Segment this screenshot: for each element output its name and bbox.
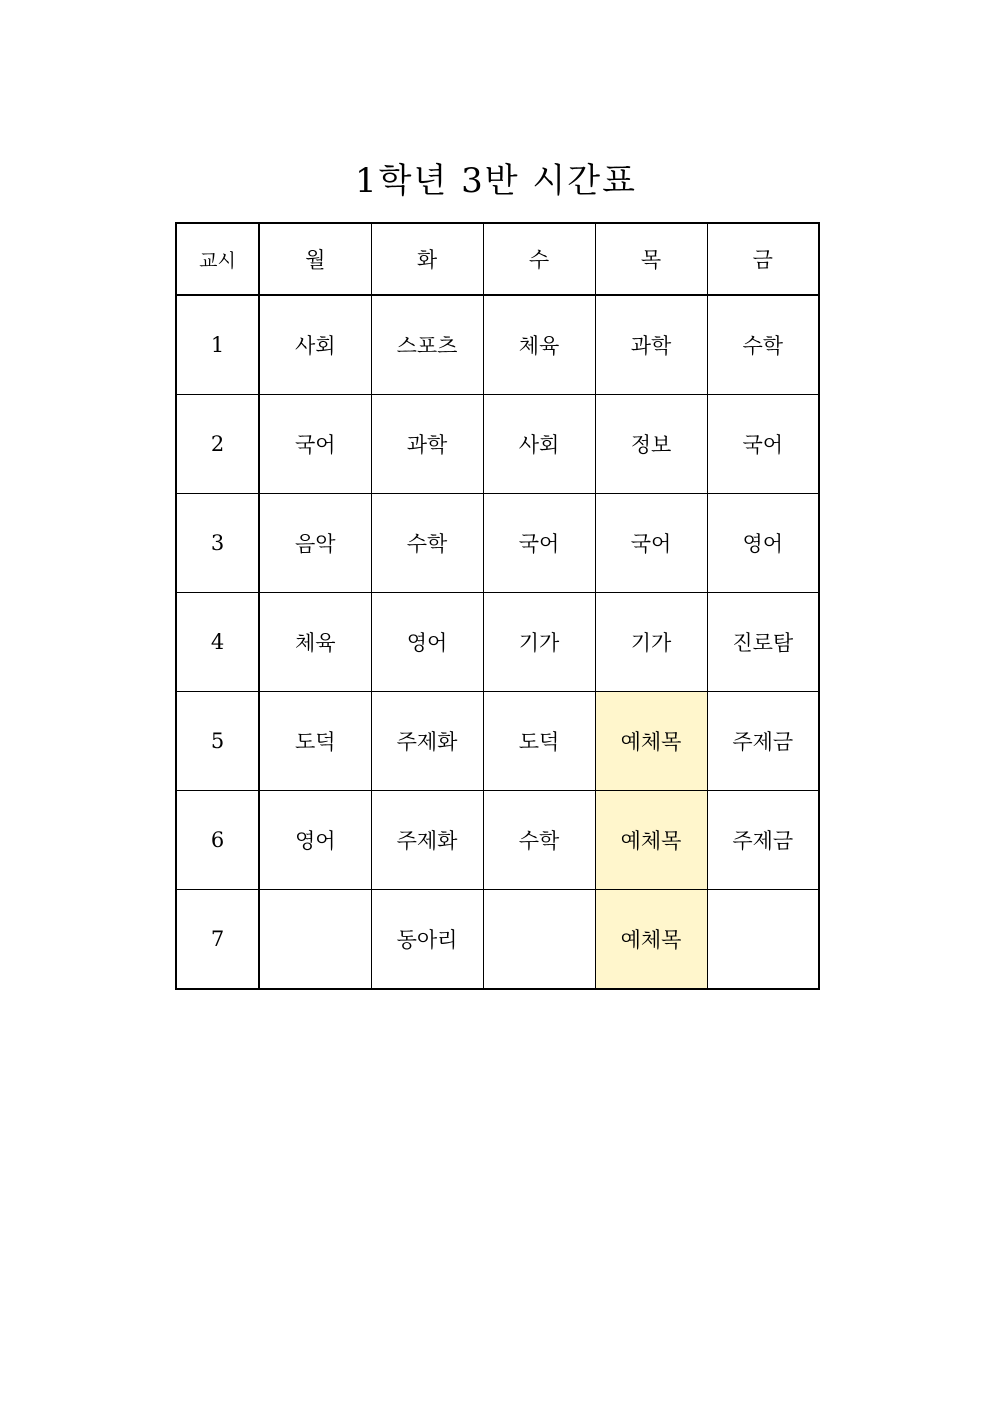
header-day-thu: 목 [595, 223, 707, 295]
subject-cell: 수학 [371, 494, 483, 593]
period-cell: 1 [176, 295, 259, 395]
subject-cell: 주제금 [707, 791, 819, 890]
header-day-mon: 월 [259, 223, 371, 295]
subject-cell [483, 890, 595, 990]
subject-cell: 체육 [483, 295, 595, 395]
header-period: 교시 [176, 223, 259, 295]
table-row [176, 692, 819, 791]
subject-cell [259, 890, 371, 990]
subject-cell: 국어 [483, 494, 595, 593]
table-row [176, 295, 819, 395]
subject-cell: 기가 [595, 593, 707, 692]
subject-cell: 도덕 [259, 692, 371, 791]
subject-cell: 과학 [595, 295, 707, 395]
subject-cell [707, 890, 819, 990]
subject-cell: 스포츠 [371, 295, 483, 395]
header-row [176, 223, 819, 295]
subject-cell: 정보 [595, 395, 707, 494]
header-day-tue: 화 [371, 223, 483, 295]
table-row [176, 593, 819, 692]
period-cell: 3 [176, 494, 259, 593]
period-cell: 6 [176, 791, 259, 890]
subject-cell: 주제화 [371, 692, 483, 791]
timetable [175, 222, 820, 990]
subject-cell: 과학 [371, 395, 483, 494]
table-row [176, 791, 819, 890]
subject-cell: 사회 [259, 295, 371, 395]
table-row [176, 494, 819, 593]
period-cell: 5 [176, 692, 259, 791]
period-cell: 2 [176, 395, 259, 494]
subject-cell: 예체목 [595, 692, 707, 791]
period-cell: 7 [176, 890, 259, 990]
subject-cell: 영어 [371, 593, 483, 692]
subject-cell: 체육 [259, 593, 371, 692]
table-row [176, 395, 819, 494]
header-day-fri: 금 [707, 223, 819, 295]
subject-cell: 음악 [259, 494, 371, 593]
subject-cell: 영어 [259, 791, 371, 890]
subject-cell: 예체목 [595, 791, 707, 890]
subject-cell: 국어 [707, 395, 819, 494]
subject-cell: 영어 [707, 494, 819, 593]
subject-cell: 예체목 [595, 890, 707, 990]
subject-cell: 주제금 [707, 692, 819, 791]
subject-cell: 국어 [595, 494, 707, 593]
subject-cell: 사회 [483, 395, 595, 494]
subject-cell: 동아리 [371, 890, 483, 990]
subject-cell: 수학 [483, 791, 595, 890]
subject-cell: 도덕 [483, 692, 595, 791]
subject-cell: 주제화 [371, 791, 483, 890]
subject-cell: 기가 [483, 593, 595, 692]
subject-cell: 진로탐 [707, 593, 819, 692]
page-title: 1학년 3반 시간표 [355, 161, 637, 201]
subject-cell: 국어 [259, 395, 371, 494]
subject-cell: 수학 [707, 295, 819, 395]
period-cell: 4 [176, 593, 259, 692]
header-day-wed: 수 [483, 223, 595, 295]
table-row [176, 890, 819, 990]
